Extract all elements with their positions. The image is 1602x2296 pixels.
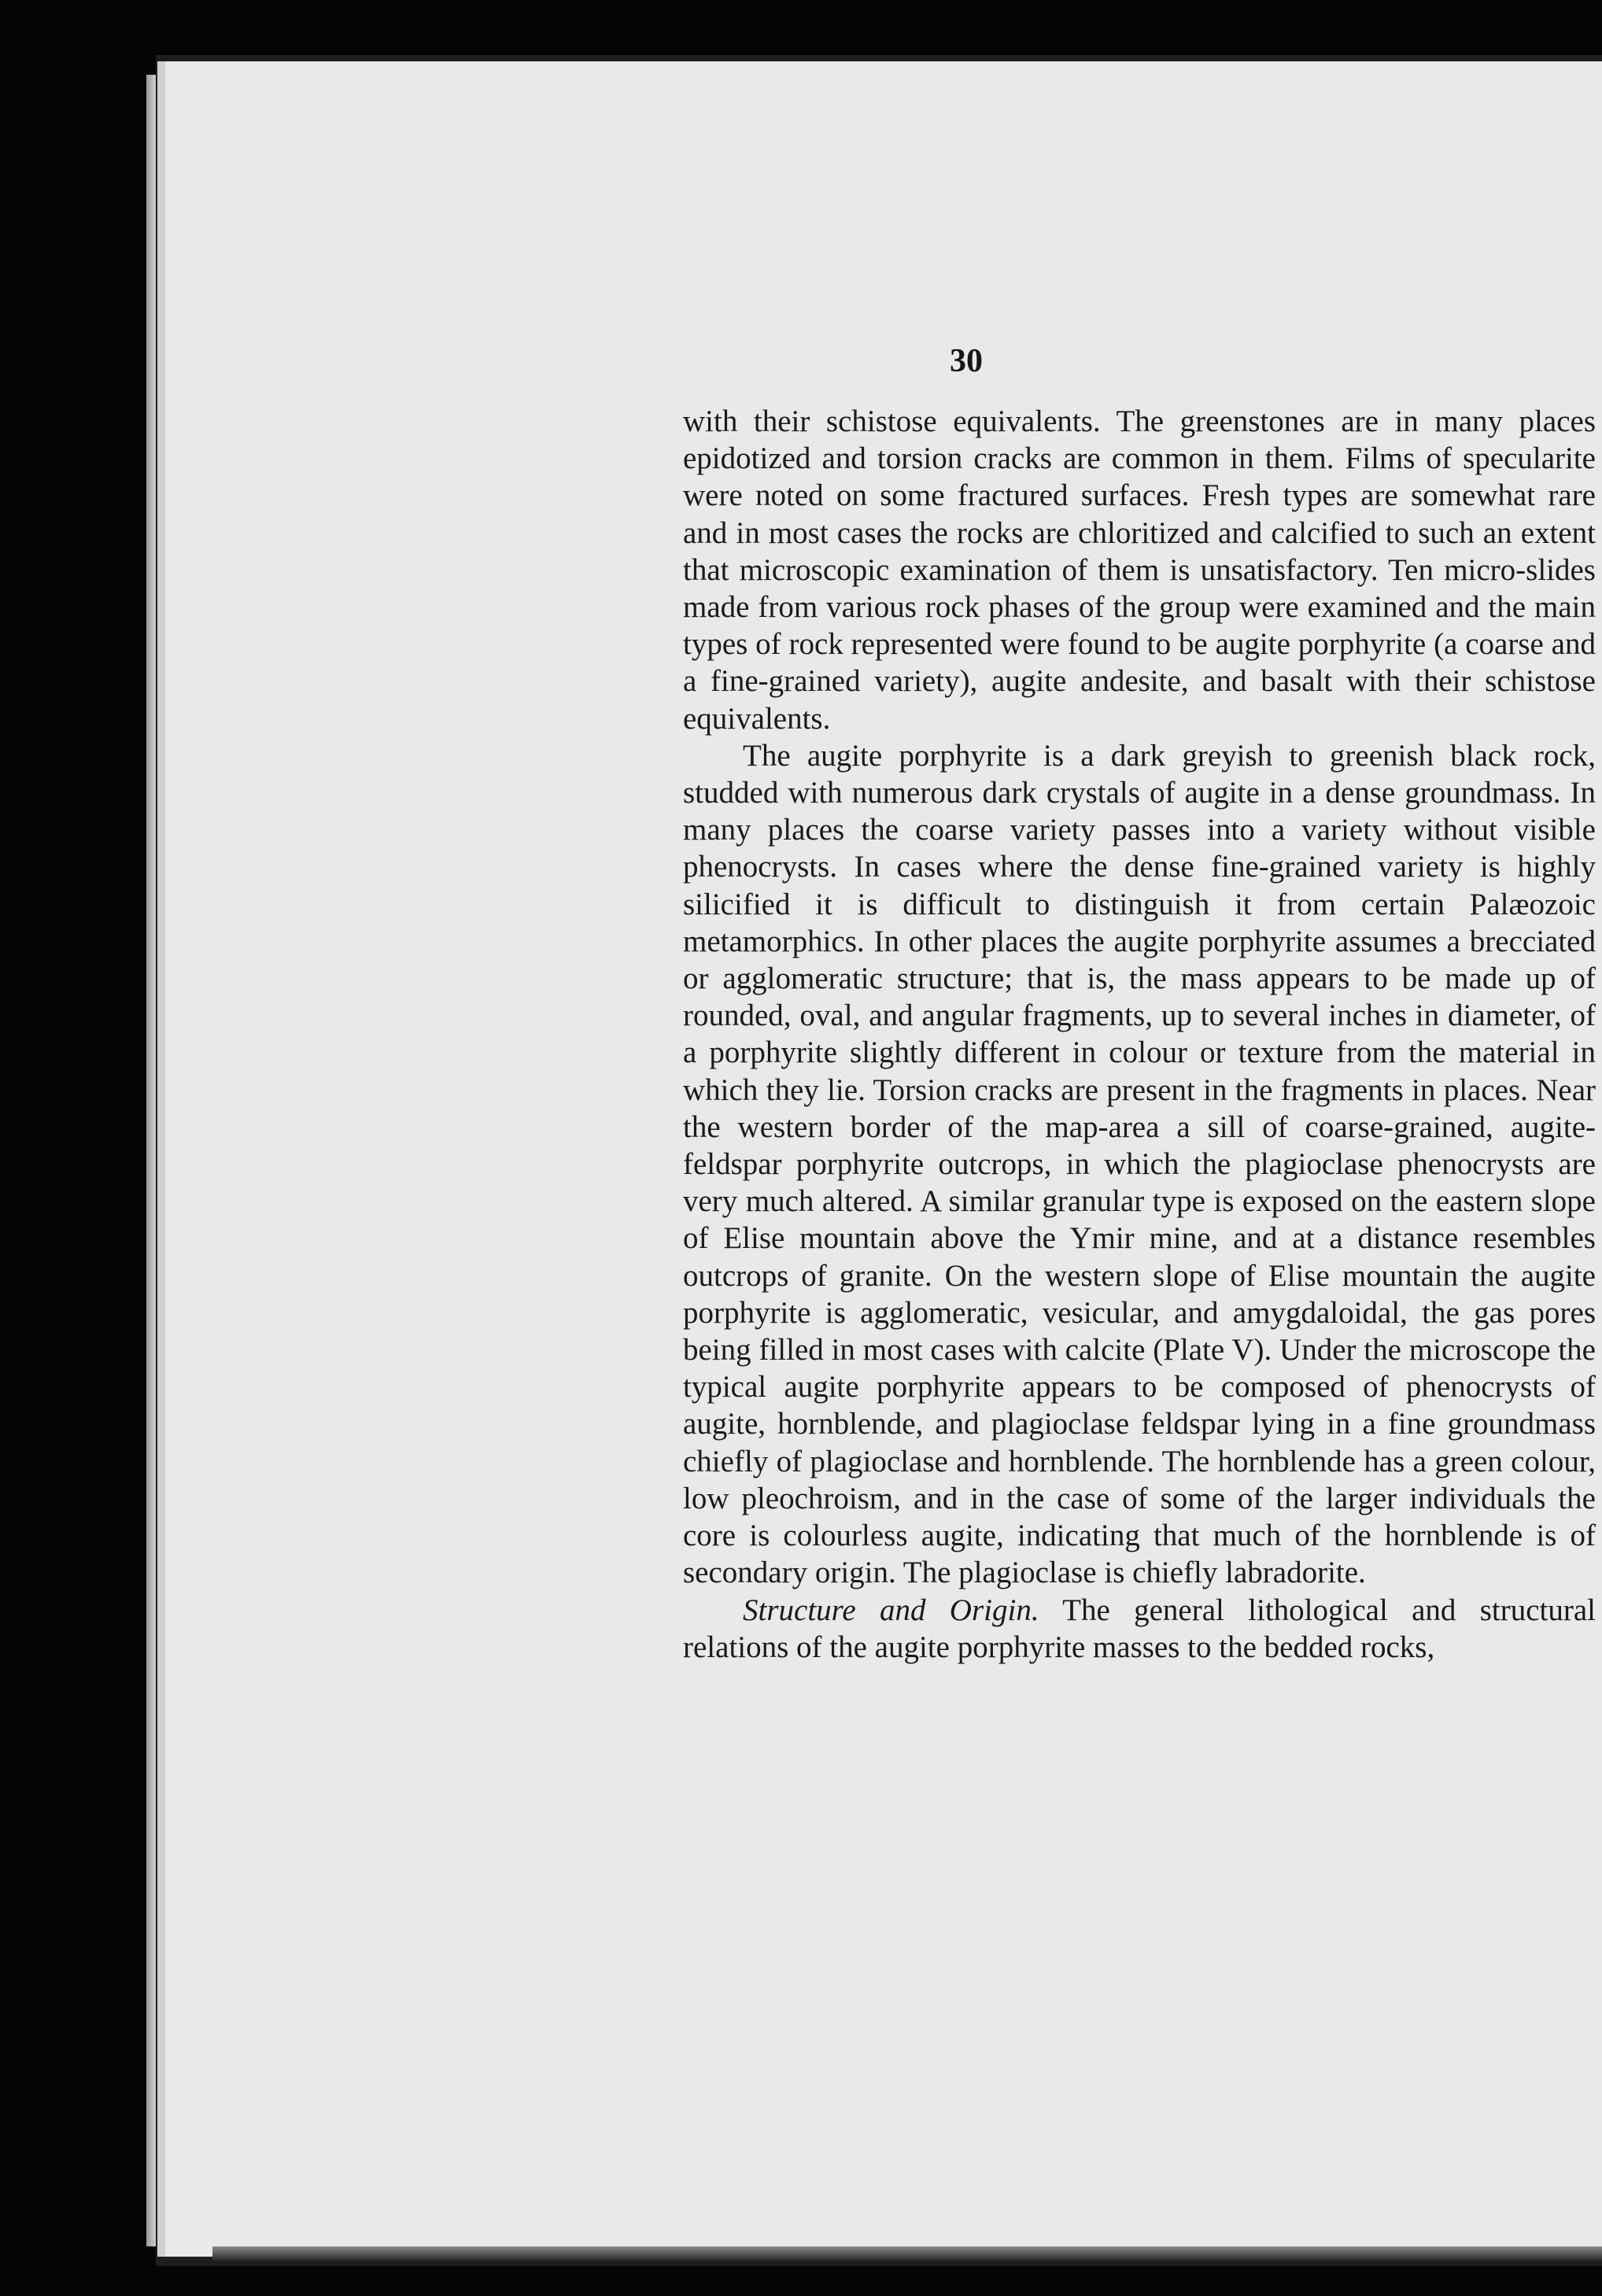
- page-bottom-edge: [212, 2246, 1602, 2261]
- paragraph-3: [683, 1592, 1596, 1666]
- paragraph-1: [683, 403, 1596, 737]
- paragraph-text: The augite porphyrite is a dark greyish to greenish black rock, studded with numerous dark crystals of augite in a dense groundmass. In many places the coarse variety passes into a variety without visible phenocrysts. In cases where the dense fine-grained variety is highly silicified it is difficult to distinguish it from certain Palæozoic metamorphics. In other places the augite porphyrite assumes a brecciated or agglomeratic structure; that is, the mass appears to be made up of rounded, oval, and angular fragments, up to several inches in diameter, of a porphyrite slightly different in colour or texture from the material in which they lie. Torsion cracks are present in the fragments in places. Near the western border of the map-area a sill of coarse-grained, augite-feldspar porphyrite outcrops, in which the plagioclase phenocrysts are very much altered. A similar granular type is exposed on the eastern slope of Elise mountain above the Ymir mine, and at a distance resembles outcrops of granite. On the western slope of Elise mountain the augite porphyrite is agglomeratic, vesicular, and amygdaloidal, the gas pores being filled in most cases with calcite (Plate V). Under the microscope the typical augite porphyrite appears to be composed of phenocrysts of augite, hornblende, and plagioclase feldspar lying in a fine groundmass chiefly of plagioclase and hornblende. The hornblende has a green colour, low pleochroism, and in the case of some of the larger individuals the core is colourless augite, indicating that much of the hornblende is of secondary origin. The plagioclase is chiefly labradorite.: [683, 738, 1596, 1590]
- body-text: [683, 403, 1596, 1666]
- paragraph-2: [683, 737, 1596, 1592]
- paragraph-text: The general lithological and structural relations of the augite porphyrite masses to the bedded rocks,: [683, 1593, 1596, 1664]
- section-heading: Structure and Origin.: [743, 1593, 1039, 1627]
- paragraph-text: with their schistose equivalents. The greenstones are in many places epidotized and torsion cracks are common in them. Films of specularite were noted on some fractured surfaces. Fresh types are somewhat rare and in most cases the rocks are chloritized and calcified to such an extent that microscopic examination of them is unsatisfactory. Ten micro-slides made from various rock phases of the group were examined and the main types of rock represented were found to be augite porphyrite (a coarse and a fine-grained variety), augite andesite, and basalt with their schistose equivalents.: [683, 404, 1596, 736]
- page-number: 30: [950, 343, 983, 379]
